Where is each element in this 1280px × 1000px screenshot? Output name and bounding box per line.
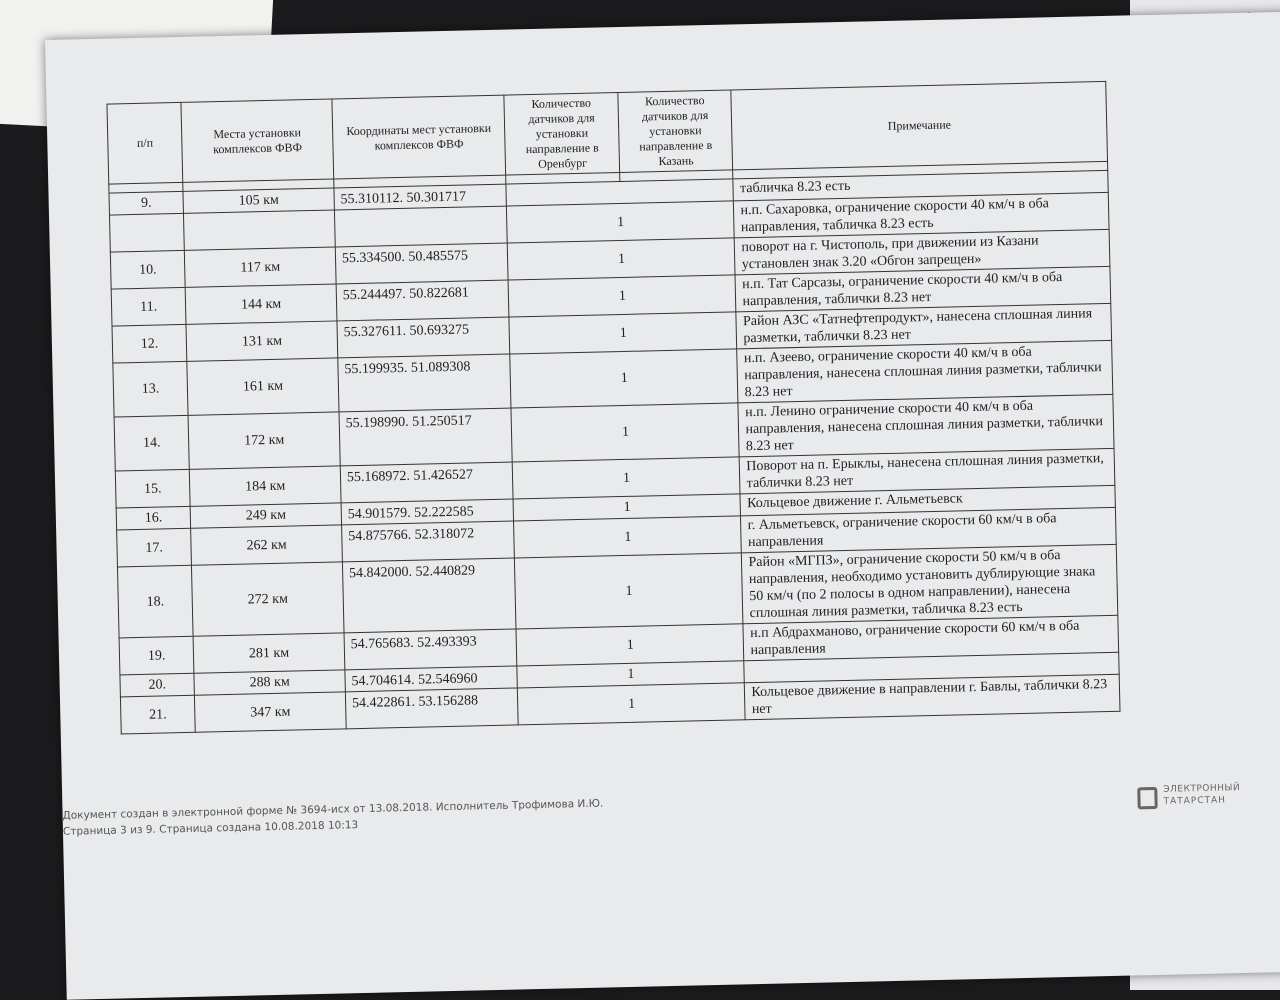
row-sensors: 1 [508, 275, 736, 317]
row-number: 18. [117, 565, 193, 638]
electronic-tatarstan-logo [1137, 783, 1248, 817]
row-coordinates: 54.875766. 52.318072 [341, 521, 514, 562]
row-note: табличка 8.23 есть [733, 170, 1108, 200]
footer-line-1: Документ создан в электронной форме № 3694-исх от 13.08.2018. Исполнитель Трофимова И.Ю. [62, 797, 604, 822]
row-number: 11. [111, 287, 186, 326]
row-number: 17. [117, 528, 192, 567]
row-sensors: 1 [513, 494, 741, 521]
row-number: 21. [120, 695, 195, 734]
row-coordinates: 54.422861. 53.156288 [345, 688, 518, 729]
row-note: н.п. Сахаровка, ограничение скорости 40 км/ч в оба направления, табличка 8.23 есть [734, 192, 1109, 237]
row-coordinates: 55.168972. 51.426527 [340, 462, 513, 503]
row-km: 184 км [190, 466, 341, 506]
row-note: н.п. Ленино ограничение скорости 40 км/ч в оба направления, нанесена сплошная линия разметки, таблички 8.23 нет [738, 394, 1114, 456]
row-km [184, 210, 335, 250]
row-km: 249 км [190, 503, 341, 528]
row-coordinates [334, 206, 507, 247]
row-number [109, 213, 184, 252]
row-note: Поворот на п. Ерыклы, нанесена сплошная линия разметки, таблички 8.23 нет [740, 448, 1115, 493]
brand-line-2: ТАТАРСТАН [1163, 795, 1227, 807]
row-note: г. Альметьевск, ограничение скорости 60 км/ч в оба направления [741, 507, 1116, 552]
row-sensors: 1 [509, 312, 737, 354]
row-note: Кольцевое движение г. Альметьевск [740, 485, 1115, 515]
row-km: 105 км [183, 188, 334, 213]
header-num: п/п [107, 102, 183, 184]
row-coordinates: 55.327611. 50.693275 [337, 317, 510, 358]
row-number: 19. [119, 636, 194, 675]
row-number: 12. [112, 324, 187, 363]
row-sensors: 1 [514, 516, 742, 558]
row-coordinates: 55.198990. 51.250517 [339, 408, 513, 466]
row-km: 262 км [191, 525, 342, 565]
row-coordinates: 54.704614. 52.546960 [345, 666, 518, 692]
row-coordinates: 54.842000. 52.440829 [342, 558, 516, 633]
row-km: 172 км [188, 412, 340, 469]
row-coordinates: 55.310112. 50.301717 [334, 184, 507, 210]
row-note: н.п. Азеево, ограничение скорости 40 км/ч в оба направления, нанесена сплошная линия разметки, таблички 8.23 нет [737, 340, 1113, 402]
installation-table [106, 81, 1120, 735]
row-km: 288 км [194, 670, 345, 695]
row-km: 161 км [187, 358, 339, 415]
row-note: н.п. Тат Сарсазы, ограничение скорости 40 км/ч в оба направления, таблички 8.23 нет [735, 266, 1110, 311]
document-page [45, 12, 1280, 1000]
row-km: 117 км [185, 247, 336, 287]
row-coordinates: 54.765683. 52.493393 [344, 629, 517, 670]
row-sensors: 1 [515, 553, 744, 629]
header-orenburg: Количество датчиков для установки направление в Оренбург [504, 93, 619, 176]
row-sensors: 1 [507, 201, 735, 243]
row-note: Район АЗС «Татнефтепродукт», нанесена сплошная линия разметки, таблички 8.23 нет [736, 303, 1111, 348]
table-body [109, 170, 1120, 734]
row-sensors: 1 [510, 349, 738, 408]
row-km: 281 км [193, 633, 344, 673]
row-note: Район «МГПЗ», ограничение скорости 50 км/ч в оба направления, необходимо установить дублирующие знака 50 км/ч (по 2 полосы в одном направлении), нанесена сплошная линия разметки, табличка 8.23 есть [742, 544, 1118, 623]
header-place: Места установки комплексов ФВФ [181, 99, 333, 182]
header-note: Примечание [731, 81, 1107, 169]
header-coords: Координаты мест установки комплексов ФВФ [332, 95, 506, 179]
row-sensors: 1 [511, 403, 739, 462]
row-number: 16. [116, 506, 191, 530]
row-note: н.п Абдрахманово, ограничение скорости 60 км/ч в оба направления [743, 615, 1118, 660]
row-sensors: 1 [517, 661, 745, 688]
row-sensors: 1 [508, 238, 736, 280]
row-number: 20. [120, 673, 195, 697]
row-coordinates: 54.901579. 52.222585 [341, 499, 514, 525]
row-coordinates: 55.199935. 51.089308 [338, 354, 512, 412]
row-km: 131 км [186, 321, 337, 361]
row-km: 347 км [195, 692, 346, 732]
row-coordinates: 55.334500. 50.485575 [335, 243, 508, 284]
row-sensors: 1 [516, 624, 744, 666]
row-number: 13. [113, 361, 188, 417]
row-number: 9. [109, 191, 184, 215]
brand-line-1: ЭЛЕКТРОННЫЙ [1163, 783, 1241, 795]
brand-icon [1137, 787, 1157, 809]
row-number: 15. [115, 469, 190, 508]
row-sensors: 1 [513, 457, 741, 499]
row-sensors: 1 [518, 683, 746, 725]
document-footer [62, 787, 1063, 860]
footer-line-2: Страница 3 из 9. Страница создана 10.08.2018 10:13 [62, 819, 359, 838]
row-number: 10. [110, 250, 185, 289]
row-coordinates: 55.244497. 50.822681 [336, 280, 509, 321]
row-note: Кольцевое движение в направлении г. Бавлы, таблички 8.23 нет [745, 674, 1120, 719]
row-km: 144 км [185, 284, 336, 324]
row-km: 272 км [192, 562, 344, 636]
header-kazan: Количество датчиков для установки направление в Казань [618, 90, 733, 173]
row-note: поворот на г. Чистополь, при движении из Казани установлен знак 3.20 «Обгон запрещен» [735, 229, 1110, 274]
row-number: 14. [114, 415, 189, 471]
